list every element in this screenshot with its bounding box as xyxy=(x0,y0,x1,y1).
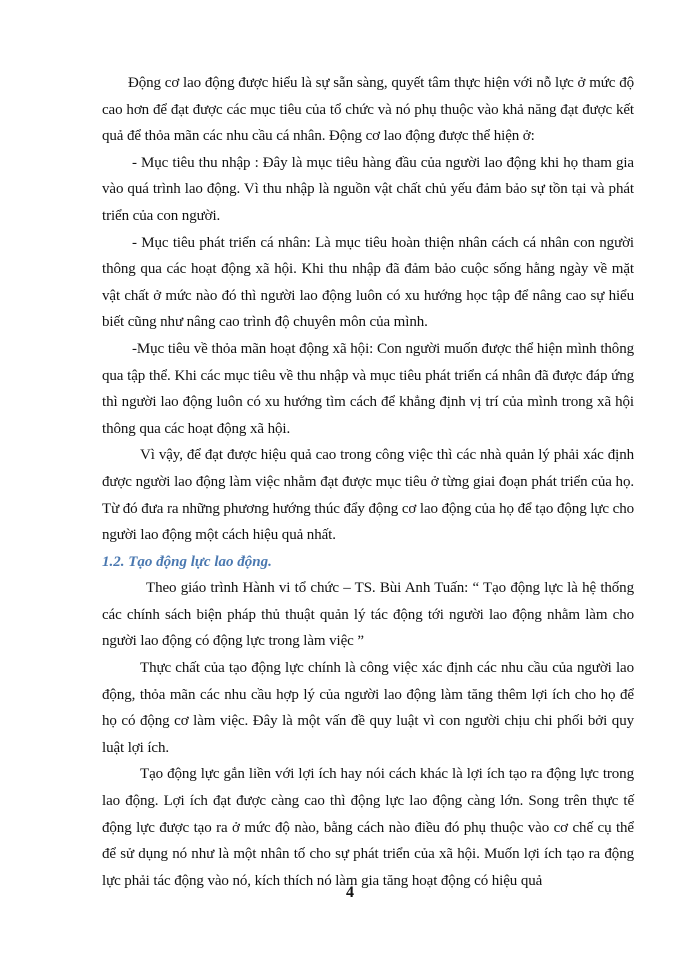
document-page xyxy=(102,70,634,894)
paragraph-definition: Theo giáo trình Hành vi tổ chức – TS. Bùi Anh Tuấn: “ Tạo động lực là hệ thống các chính sách biện pháp thủ thuật quản lý tác động tới người lao động nhằm làm cho người lao động có động lực trong làm việc ” xyxy=(102,580,634,650)
paragraph-social-activity-goal: -Mục tiêu về thỏa mãn hoạt động xã hội: Con người muốn được thể hiện mình thông qua tập thể. Khi các mục tiêu về thu nhập và mục tiêu phát triển cá nhân đã được đáp ứng thì người lao động luôn có xu hướng tìm cách để khẳng định vị trí của mình trong xã hội thông qua các hoạt động xã hội. xyxy=(102,340,634,437)
section-heading: 1.2. Tạo động lực lao động. xyxy=(102,553,272,570)
page-number: 4 xyxy=(346,884,354,901)
paragraph-essence: Thực chất của tạo động lực chính là công việc xác định các nhu cầu của người lao động, thỏa mãn các nhu cầu hợp lý của người lao động làm tăng thêm lợi ích cho họ để họ có động cơ làm việc. Đây là một vấn đề quy luật vì con người chịu chi phối bởi quy luật lợi ích. xyxy=(102,660,634,756)
paragraph-personal-development-goal: - Mục tiêu phát triển cá nhân: Là mục tiêu hoàn thiện nhân cách cá nhân con người thông qua các hoạt động xã hội. Khi thu nhập đã đảm bảo cuộc sống hằng ngày về mặt vật chất ở mức nào đó thì người lao động luôn có xu hướng học tập để nâng cao sự hiểu biết cũng như nâng cao trình độ chuyên môn của mình. xyxy=(102,234,634,331)
paragraph-benefit: Tạo động lực gắn liền với lợi ích hay nói cách khác là lợi ích tạo ra động lực trong lao động. Lợi ích đạt được càng cao thì động lực lao động càng lớn. Song trên thực tế động lực được tạo ra ở mức độ nào, bằng cách nào điều đó phụ thuộc vào cơ chế cụ thể để sử dụng nó như là một nhân tố cho sự phát triển của xã hội. Muốn lợi ích tạo ra động lực phải tác động vào nó, kích thích nó làm gia tăng hoạt động có hiệu quả xyxy=(102,766,634,889)
paragraph-labor-motive: Động cơ lao động được hiểu là sự sẵn sàng, quyết tâm thực hiện với nỗ lực ở mức độ cao hơn để đạt được các mục tiêu của tổ chức và nó phụ thuộc vào khả năng đạt được kết quả để thỏa mãn các nhu cầu cá nhân. Động cơ lao động được thể hiện ở: xyxy=(102,75,634,145)
paragraph-income-goal: - Mục tiêu thu nhập : Đây là mục tiêu hàng đầu của người lao động khi họ tham gia vào quá trình lao động. Vì thu nhập là nguồn vật chất chủ yếu đảm bảo sự tồn tại và phát triển của con người. xyxy=(102,154,634,224)
paragraph-conclusion: Vì vậy, để đạt được hiệu quả cao trong công việc thì các nhà quản lý phải xác định được người lao động làm việc nhằm đạt được mục tiêu ở từng giai đoạn phát triển của họ. Từ đó đưa ra những phương hướng thúc đẩy động cơ lao động của họ để tạo động lực cho người lao động một cách hiệu quả nhất. xyxy=(102,447,634,544)
